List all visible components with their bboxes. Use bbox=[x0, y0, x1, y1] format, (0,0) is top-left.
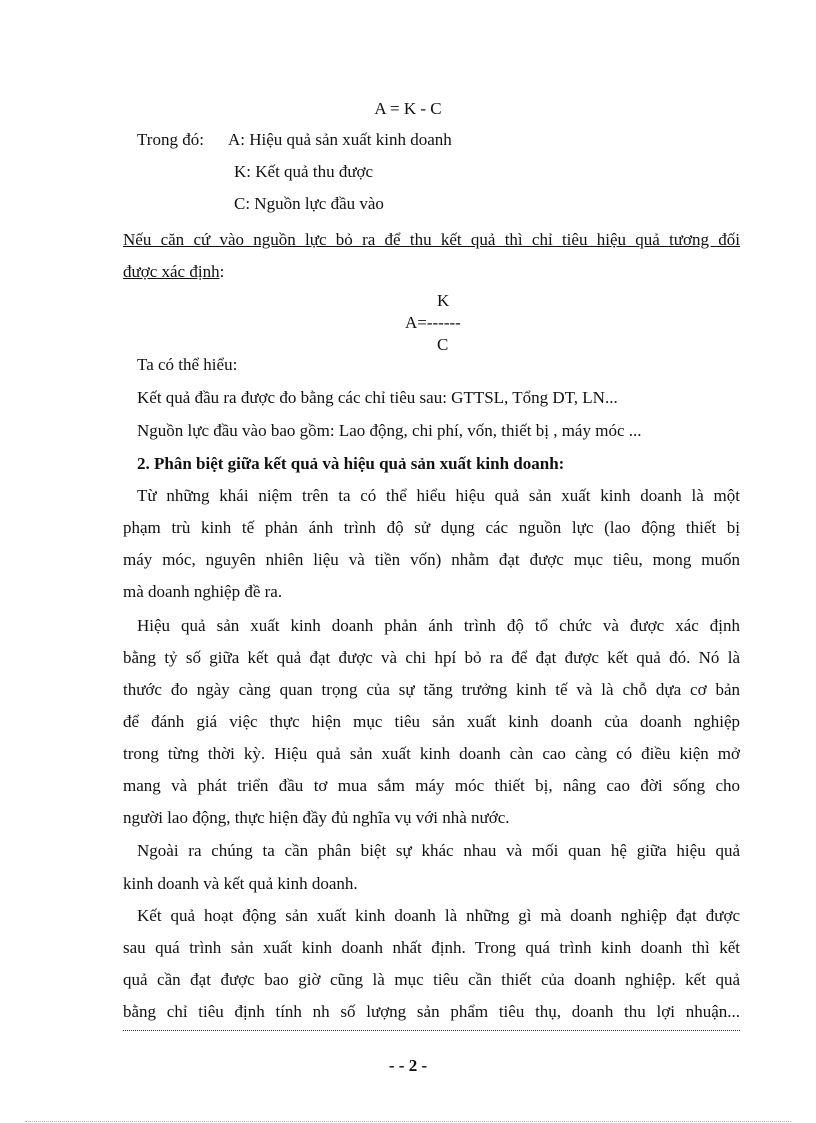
para2-line3: thước đo ngày càng quan trọng của sự tăng trưởng kinh tế và là chỗ dựa cơ bản bbox=[123, 680, 740, 699]
para2-line2: bằng tỷ số giữa kết quả đạt được và chi hpí bỏ ra để đạt được kết quả đó. Nó là bbox=[123, 648, 740, 667]
para2-line1: Hiệu quả sản xuất kinh doanh phản ánh trình độ tổ chức và được xác định bbox=[137, 616, 740, 635]
output-line: Kết quả đầu ra được đo bằng các chỉ tiêu sau: GTTSL, Tổng DT, LN... bbox=[137, 388, 618, 407]
para1-line3: máy móc, nguyên nhiên liệu và tiền vốn) nhằm đạt được mục tiêu, mong muốn bbox=[123, 550, 740, 569]
para2-line6: mang và phát triển đầu tơ mua sắm máy móc thiết bị, nâng cao đời sống cho bbox=[123, 776, 740, 795]
para4-line1: Kết quả hoạt động sản xuất kinh doanh là những gì mà doanh nghiệp đạt được bbox=[137, 906, 740, 925]
para4-line2: sau quá trình sản xuất kinh doanh nhất định. Trong quá trình kinh doanh thì kết bbox=[123, 938, 740, 957]
para2-line5: trong từng thời kỳ. Hiệu quả sản xuất kinh doanh càn cao càng có điều kiện mở bbox=[123, 744, 740, 763]
para2-line4: để đánh giá việc thực hiện mục tiêu sản xuất kinh doanh của doanh nghiệp bbox=[123, 712, 740, 731]
section-heading: 2. Phân biệt giữa kết quả và hiệu quả sản xuất kinh doanh: bbox=[137, 454, 565, 473]
formula-difference: A = K - C bbox=[374, 99, 442, 118]
fraction-lhs: A=------ bbox=[405, 313, 461, 332]
para3-line2: kinh doanh và kết quả kinh doanh. bbox=[123, 874, 358, 893]
footer-divider bbox=[123, 1030, 740, 1031]
relative-indicator-line1: Nếu căn cứ vào nguồn lực bỏ ra để thu kết quả thì chỉ tiêu hiệu quả tương đối bbox=[123, 230, 740, 249]
para2-line7: người lao động, thực hiện đầy đủ nghĩa vụ với nhà nước. bbox=[123, 808, 510, 827]
page-number: - - 2 - bbox=[388, 1056, 428, 1075]
para1-line2: phạm trù kinh tế phản ánh trình độ sử dụng các nguồn lực (lao động thiết bị bbox=[123, 518, 740, 537]
understand-line: Ta có thể hiểu: bbox=[137, 355, 238, 374]
fraction-numerator: K bbox=[437, 291, 450, 310]
relative-indicator-underlined: được xác định bbox=[123, 262, 220, 281]
definition-a: A: Hiệu quả sản xuất kinh doanh bbox=[228, 130, 452, 149]
para3-line1: Ngoài ra chúng ta cần phân biệt sự khác nhau và mối quan hệ giữa hiệu quả bbox=[137, 841, 740, 860]
input-line: Nguồn lực đầu vào bao gồm: Lao động, chi phí, vốn, thiết bị , máy móc ... bbox=[137, 421, 642, 440]
definition-c: C: Nguồn lực đầu vào bbox=[234, 194, 384, 213]
para1-line4: mà doanh nghiệp đề ra. bbox=[123, 582, 283, 601]
fraction-denominator: C bbox=[437, 335, 449, 354]
para4-line4: bằng chỉ tiêu định tính nh số lượng sản phẩm tiêu thụ, doanh thu lợi nhuận... bbox=[123, 1002, 740, 1021]
page-bottom-divider bbox=[25, 1121, 791, 1122]
where-label: Trong đó: bbox=[137, 130, 204, 149]
relative-indicator-line2 bbox=[123, 262, 224, 282]
relative-indicator-colon: : bbox=[219, 262, 225, 281]
para1-line1: Từ những khái niệm trên ta có thể hiểu hiệu quả sản xuất kinh doanh là một bbox=[137, 486, 740, 505]
definition-k: K: Kết quả thu được bbox=[234, 162, 374, 181]
para4-line3: quả cần đạt được bao giờ cũng là mục tiêu cần thiết của doanh nghiệp. kết quả bbox=[123, 970, 740, 989]
